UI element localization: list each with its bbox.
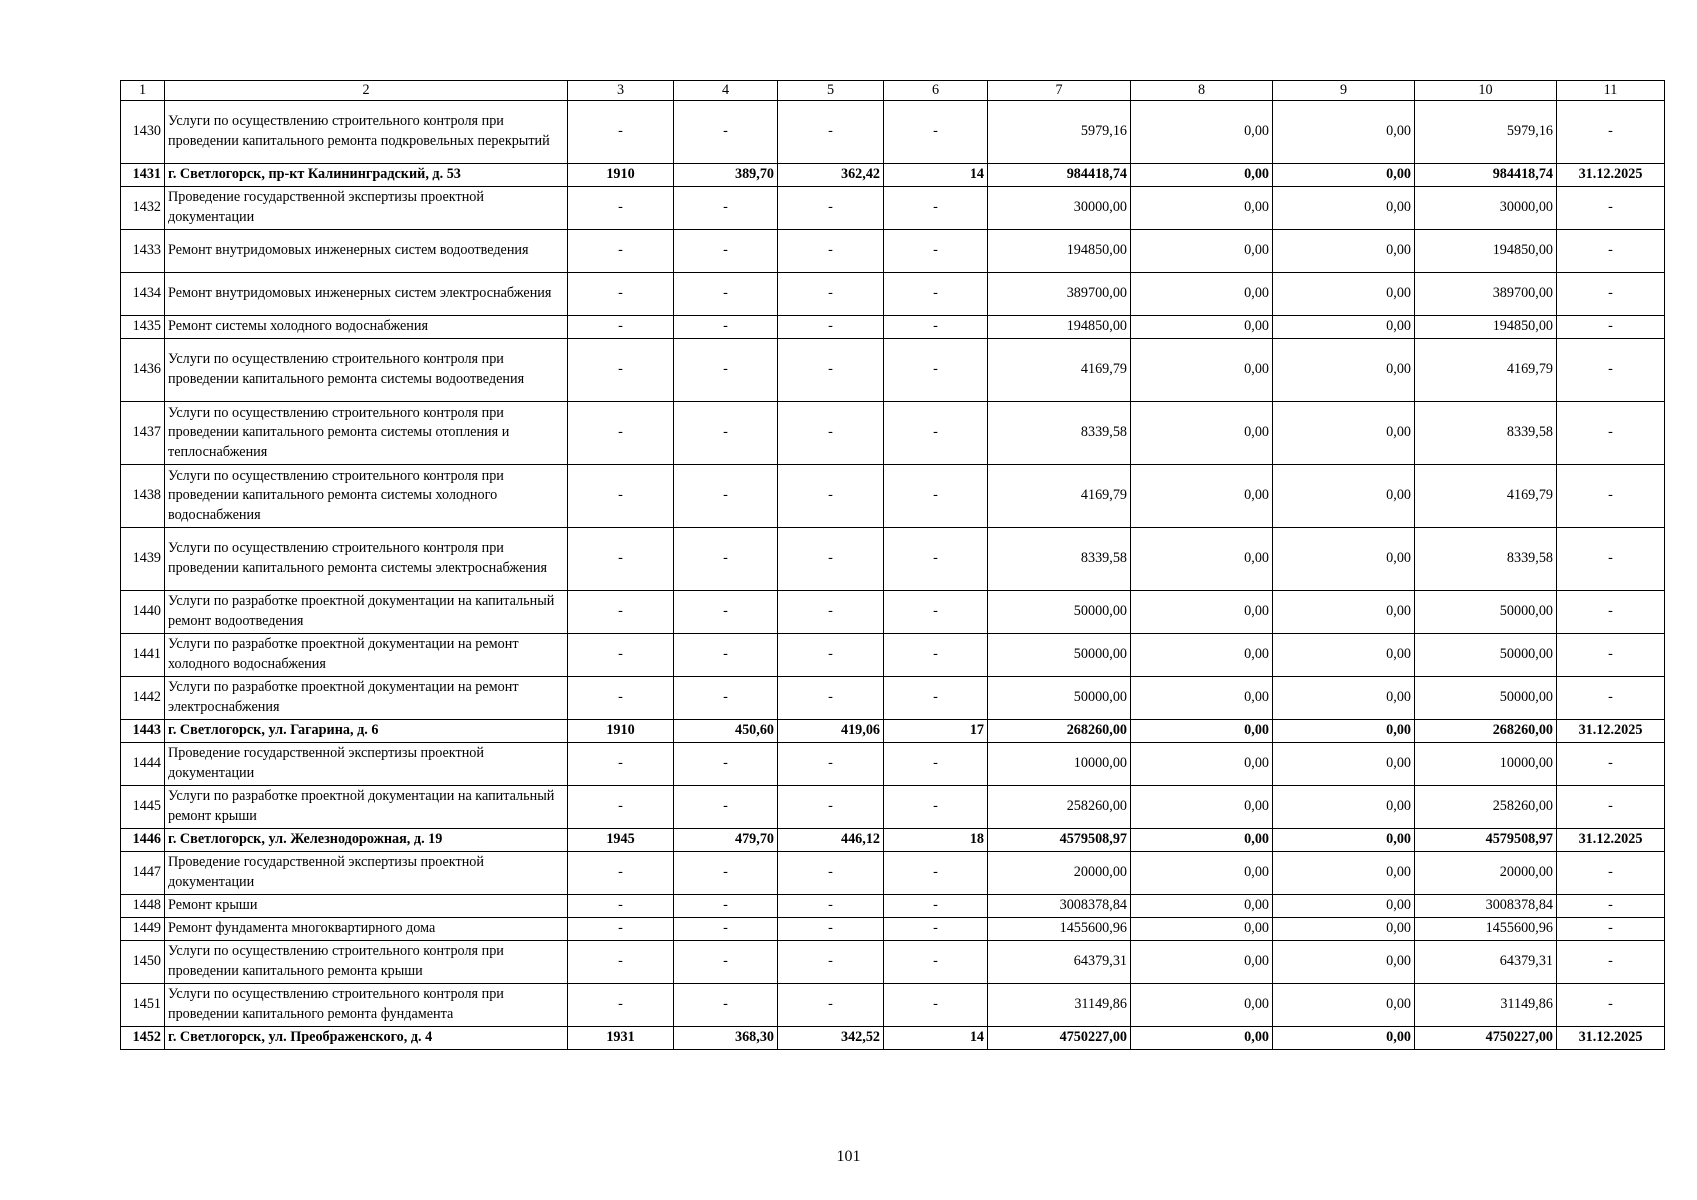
area-living-cell: - (778, 852, 884, 895)
year-cell: - (568, 677, 674, 720)
description-cell: Проведение государственной экспертизы проектной документации (165, 187, 568, 230)
deadline-cell: - (1557, 786, 1665, 829)
area-total-cell: - (674, 852, 778, 895)
budget-cost-cell: 0,00 (1273, 634, 1415, 677)
fund-cost-cell: 0,00 (1131, 1027, 1273, 1050)
fund-cost-cell: 0,00 (1131, 339, 1273, 402)
total-cost-cell: 389700,00 (988, 273, 1131, 316)
budget-cost-cell: 0,00 (1273, 339, 1415, 402)
deadline-cell: - (1557, 528, 1665, 591)
area-living-cell: - (778, 677, 884, 720)
area-total-cell: - (674, 465, 778, 528)
work-row (121, 528, 1665, 591)
area-living-cell: - (778, 786, 884, 829)
deadline-cell: - (1557, 895, 1665, 918)
header-cell: 4 (674, 81, 778, 101)
year-cell: - (568, 273, 674, 316)
year-cell: 1945 (568, 829, 674, 852)
owners-cost-cell: 194850,00 (1415, 230, 1557, 273)
fund-cost-cell: 0,00 (1131, 465, 1273, 528)
description-cell: Ремонт внутридомовых инженерных систем водоотведения (165, 230, 568, 273)
area-total-cell: - (674, 918, 778, 941)
residents-cell: 14 (884, 164, 988, 187)
total-cost-cell: 3008378,84 (988, 895, 1131, 918)
row-number-cell: 1443 (121, 720, 165, 743)
total-cost-cell: 10000,00 (988, 743, 1131, 786)
residents-cell: - (884, 528, 988, 591)
header-cell: 11 (1557, 81, 1665, 101)
description-cell: г. Светлогорск, ул. Преображенского, д. 4 (165, 1027, 568, 1050)
area-total-cell: - (674, 339, 778, 402)
header-cell: 8 (1131, 81, 1273, 101)
row-number-cell: 1451 (121, 984, 165, 1027)
deadline-cell: - (1557, 402, 1665, 465)
fund-cost-cell: 0,00 (1131, 101, 1273, 164)
year-cell: - (568, 402, 674, 465)
owners-cost-cell: 8339,58 (1415, 528, 1557, 591)
area-living-cell: - (778, 187, 884, 230)
residents-cell: - (884, 984, 988, 1027)
area-living-cell: - (778, 591, 884, 634)
area-living-cell: - (778, 273, 884, 316)
area-total-cell: 450,60 (674, 720, 778, 743)
description-cell: Проведение государственной экспертизы проектной документации (165, 852, 568, 895)
deadline-cell: - (1557, 677, 1665, 720)
residents-cell: - (884, 591, 988, 634)
header-row (121, 81, 1665, 101)
fund-cost-cell: 0,00 (1131, 634, 1273, 677)
owners-cost-cell: 258260,00 (1415, 786, 1557, 829)
year-cell: - (568, 101, 674, 164)
fund-cost-cell: 0,00 (1131, 852, 1273, 895)
budget-cost-cell: 0,00 (1273, 720, 1415, 743)
deadline-cell: 31.12.2025 (1557, 720, 1665, 743)
fund-cost-cell: 0,00 (1131, 720, 1273, 743)
total-cost-cell: 20000,00 (988, 852, 1131, 895)
area-living-cell: - (778, 230, 884, 273)
row-number-cell: 1447 (121, 852, 165, 895)
work-row (121, 786, 1665, 829)
residents-cell: 18 (884, 829, 988, 852)
deadline-cell: - (1557, 230, 1665, 273)
residents-cell: 14 (884, 1027, 988, 1050)
budget-cost-cell: 0,00 (1273, 273, 1415, 316)
description-cell: Услуги по осуществлению строительного контроля при проведении капитального ремонта фундамента (165, 984, 568, 1027)
budget-cost-cell: 0,00 (1273, 984, 1415, 1027)
row-number-cell: 1435 (121, 316, 165, 339)
work-row (121, 316, 1665, 339)
area-total-cell: - (674, 895, 778, 918)
work-row (121, 273, 1665, 316)
budget-cost-cell: 0,00 (1273, 465, 1415, 528)
residents-cell: - (884, 465, 988, 528)
work-row (121, 402, 1665, 465)
row-number-cell: 1434 (121, 273, 165, 316)
residents-cell: - (884, 273, 988, 316)
work-row (121, 743, 1665, 786)
area-total-cell: - (674, 230, 778, 273)
deadline-cell: - (1557, 941, 1665, 984)
total-cost-cell: 64379,31 (988, 941, 1131, 984)
deadline-cell: - (1557, 984, 1665, 1027)
row-number-cell: 1452 (121, 1027, 165, 1050)
budget-cost-cell: 0,00 (1273, 1027, 1415, 1050)
area-total-cell: - (674, 528, 778, 591)
description-cell: Ремонт фундамента многоквартирного дома (165, 918, 568, 941)
description-cell: г. Светлогорск, пр-кт Калининградский, д. 53 (165, 164, 568, 187)
fund-cost-cell: 0,00 (1131, 273, 1273, 316)
deadline-cell: 31.12.2025 (1557, 164, 1665, 187)
residents-cell: - (884, 230, 988, 273)
work-row (121, 918, 1665, 941)
fund-cost-cell: 0,00 (1131, 230, 1273, 273)
area-living-cell: - (778, 743, 884, 786)
description-cell: Услуги по разработке проектной документации на ремонт электроснабжения (165, 677, 568, 720)
budget-cost-cell: 0,00 (1273, 528, 1415, 591)
area-living-cell: - (778, 465, 884, 528)
fund-cost-cell: 0,00 (1131, 528, 1273, 591)
row-number-cell: 1441 (121, 634, 165, 677)
area-living-cell: - (778, 402, 884, 465)
area-total-cell: - (674, 187, 778, 230)
owners-cost-cell: 268260,00 (1415, 720, 1557, 743)
budget-cost-cell: 0,00 (1273, 918, 1415, 941)
fund-cost-cell: 0,00 (1131, 918, 1273, 941)
owners-cost-cell: 50000,00 (1415, 634, 1557, 677)
area-living-cell: - (778, 339, 884, 402)
area-living-cell: - (778, 101, 884, 164)
year-cell: - (568, 852, 674, 895)
deadline-cell: - (1557, 339, 1665, 402)
year-cell: - (568, 634, 674, 677)
header-cell: 1 (121, 81, 165, 101)
fund-cost-cell: 0,00 (1131, 164, 1273, 187)
residents-cell: - (884, 402, 988, 465)
owners-cost-cell: 4579508,97 (1415, 829, 1557, 852)
total-cost-cell: 4169,79 (988, 465, 1131, 528)
description-cell: Проведение государственной экспертизы проектной документации (165, 743, 568, 786)
year-cell: - (568, 895, 674, 918)
header-cell: 9 (1273, 81, 1415, 101)
year-cell: - (568, 339, 674, 402)
total-cost-cell: 50000,00 (988, 591, 1131, 634)
year-cell: - (568, 591, 674, 634)
residents-cell: - (884, 677, 988, 720)
fund-cost-cell: 0,00 (1131, 316, 1273, 339)
row-number-cell: 1432 (121, 187, 165, 230)
residents-cell: 17 (884, 720, 988, 743)
area-total-cell: - (674, 786, 778, 829)
budget-cost-cell: 0,00 (1273, 852, 1415, 895)
area-living-cell: 362,42 (778, 164, 884, 187)
residents-cell: - (884, 852, 988, 895)
description-cell: Услуги по разработке проектной документации на капитальный ремонт крыши (165, 786, 568, 829)
residents-cell: - (884, 941, 988, 984)
budget-cost-cell: 0,00 (1273, 187, 1415, 230)
work-row (121, 187, 1665, 230)
fund-cost-cell: 0,00 (1131, 187, 1273, 230)
year-cell: - (568, 528, 674, 591)
area-living-cell: - (778, 316, 884, 339)
total-cost-cell: 984418,74 (988, 164, 1131, 187)
year-cell: - (568, 316, 674, 339)
fund-cost-cell: 0,00 (1131, 941, 1273, 984)
deadline-cell: - (1557, 918, 1665, 941)
address-row (121, 164, 1665, 187)
row-number-cell: 1439 (121, 528, 165, 591)
residents-cell: - (884, 918, 988, 941)
total-cost-cell: 8339,58 (988, 402, 1131, 465)
area-living-cell: - (778, 918, 884, 941)
description-cell: Услуги по осуществлению строительного контроля при проведении капитального ремонта системы электроснабжения (165, 528, 568, 591)
row-number-cell: 1446 (121, 829, 165, 852)
year-cell: 1910 (568, 720, 674, 743)
description-cell: Ремонт крыши (165, 895, 568, 918)
area-living-cell: - (778, 634, 884, 677)
budget-cost-cell: 0,00 (1273, 591, 1415, 634)
deadline-cell: - (1557, 743, 1665, 786)
deadline-cell: 31.12.2025 (1557, 1027, 1665, 1050)
total-cost-cell: 31149,86 (988, 984, 1131, 1027)
owners-cost-cell: 4169,79 (1415, 465, 1557, 528)
total-cost-cell: 8339,58 (988, 528, 1131, 591)
total-cost-cell: 4579508,97 (988, 829, 1131, 852)
fund-cost-cell: 0,00 (1131, 786, 1273, 829)
deadline-cell: - (1557, 273, 1665, 316)
area-total-cell: - (674, 402, 778, 465)
work-row (121, 230, 1665, 273)
header-cell: 7 (988, 81, 1131, 101)
total-cost-cell: 194850,00 (988, 316, 1131, 339)
deadline-cell: - (1557, 101, 1665, 164)
deadline-cell: - (1557, 465, 1665, 528)
area-total-cell: 389,70 (674, 164, 778, 187)
residents-cell: - (884, 895, 988, 918)
description-cell: Услуги по осуществлению строительного контроля при проведении капитального ремонта крыши (165, 941, 568, 984)
residents-cell: - (884, 339, 988, 402)
year-cell: - (568, 465, 674, 528)
owners-cost-cell: 1455600,96 (1415, 918, 1557, 941)
residents-cell: - (884, 786, 988, 829)
deadline-cell: - (1557, 852, 1665, 895)
description-cell: Услуги по разработке проектной документации на капитальный ремонт водоотведения (165, 591, 568, 634)
row-number-cell: 1436 (121, 339, 165, 402)
deadline-cell: - (1557, 316, 1665, 339)
residents-cell: - (884, 634, 988, 677)
address-row (121, 720, 1665, 743)
row-number-cell: 1444 (121, 743, 165, 786)
header-cell: 6 (884, 81, 988, 101)
area-total-cell: - (674, 743, 778, 786)
fund-cost-cell: 0,00 (1131, 677, 1273, 720)
description-cell: г. Светлогорск, ул. Гагарина, д. 6 (165, 720, 568, 743)
area-living-cell: 446,12 (778, 829, 884, 852)
owners-cost-cell: 4750227,00 (1415, 1027, 1557, 1050)
work-row (121, 101, 1665, 164)
area-total-cell: - (674, 591, 778, 634)
area-total-cell: - (674, 677, 778, 720)
area-living-cell: - (778, 984, 884, 1027)
work-row (121, 984, 1665, 1027)
description-cell: г. Светлогорск, ул. Железнодорожная, д. 19 (165, 829, 568, 852)
owners-cost-cell: 20000,00 (1415, 852, 1557, 895)
residents-cell: - (884, 101, 988, 164)
row-number-cell: 1440 (121, 591, 165, 634)
header-cell: 2 (165, 81, 568, 101)
year-cell: - (568, 743, 674, 786)
work-row (121, 852, 1665, 895)
budget-cost-cell: 0,00 (1273, 941, 1415, 984)
residents-cell: - (884, 316, 988, 339)
owners-cost-cell: 64379,31 (1415, 941, 1557, 984)
total-cost-cell: 194850,00 (988, 230, 1131, 273)
fund-cost-cell: 0,00 (1131, 829, 1273, 852)
total-cost-cell: 50000,00 (988, 677, 1131, 720)
work-row (121, 339, 1665, 402)
budget-cost-cell: 0,00 (1273, 677, 1415, 720)
budget-cost-cell: 0,00 (1273, 101, 1415, 164)
area-living-cell: 342,52 (778, 1027, 884, 1050)
header-cell: 10 (1415, 81, 1557, 101)
budget-cost-cell: 0,00 (1273, 743, 1415, 786)
owners-cost-cell: 389700,00 (1415, 273, 1557, 316)
header-cell: 3 (568, 81, 674, 101)
fund-cost-cell: 0,00 (1131, 984, 1273, 1027)
year-cell: 1931 (568, 1027, 674, 1050)
budget-cost-cell: 0,00 (1273, 402, 1415, 465)
owners-cost-cell: 31149,86 (1415, 984, 1557, 1027)
budget-cost-cell: 0,00 (1273, 895, 1415, 918)
description-cell: Услуги по осуществлению строительного контроля при проведении капитального ремонта системы водоотведения (165, 339, 568, 402)
area-living-cell: - (778, 528, 884, 591)
area-total-cell: - (674, 101, 778, 164)
row-number-cell: 1430 (121, 101, 165, 164)
row-number-cell: 1448 (121, 895, 165, 918)
row-number-cell: 1438 (121, 465, 165, 528)
description-cell: Ремонт системы холодного водоснабжения (165, 316, 568, 339)
area-total-cell: 368,30 (674, 1027, 778, 1050)
budget-cost-cell: 0,00 (1273, 829, 1415, 852)
header-cell: 5 (778, 81, 884, 101)
work-row (121, 634, 1665, 677)
area-living-cell: 419,06 (778, 720, 884, 743)
area-living-cell: - (778, 941, 884, 984)
work-row (121, 895, 1665, 918)
owners-cost-cell: 4169,79 (1415, 339, 1557, 402)
owners-cost-cell: 8339,58 (1415, 402, 1557, 465)
total-cost-cell: 258260,00 (988, 786, 1131, 829)
budget-cost-cell: 0,00 (1273, 786, 1415, 829)
address-row (121, 829, 1665, 852)
owners-cost-cell: 3008378,84 (1415, 895, 1557, 918)
fund-cost-cell: 0,00 (1131, 895, 1273, 918)
deadline-cell: - (1557, 634, 1665, 677)
row-number-cell: 1450 (121, 941, 165, 984)
work-row (121, 465, 1665, 528)
row-number-cell: 1449 (121, 918, 165, 941)
area-total-cell: - (674, 273, 778, 316)
row-number-cell: 1431 (121, 164, 165, 187)
row-number-cell: 1445 (121, 786, 165, 829)
owners-cost-cell: 30000,00 (1415, 187, 1557, 230)
row-number-cell: 1433 (121, 230, 165, 273)
residents-cell: - (884, 743, 988, 786)
row-number-cell: 1437 (121, 402, 165, 465)
owners-cost-cell: 10000,00 (1415, 743, 1557, 786)
year-cell: - (568, 230, 674, 273)
area-total-cell: 479,70 (674, 829, 778, 852)
area-total-cell: - (674, 316, 778, 339)
total-cost-cell: 1455600,96 (988, 918, 1131, 941)
budget-cost-cell: 0,00 (1273, 230, 1415, 273)
deadline-cell: - (1557, 187, 1665, 230)
description-cell: Услуги по осуществлению строительного контроля при проведении капитального ремонта системы холодного водоснабжения (165, 465, 568, 528)
year-cell: - (568, 918, 674, 941)
year-cell: - (568, 941, 674, 984)
owners-cost-cell: 50000,00 (1415, 591, 1557, 634)
description-cell: Ремонт внутридомовых инженерных систем электроснабжения (165, 273, 568, 316)
description-cell: Услуги по разработке проектной документации на ремонт холодного водоснабжения (165, 634, 568, 677)
owners-cost-cell: 194850,00 (1415, 316, 1557, 339)
total-cost-cell: 4750227,00 (988, 1027, 1131, 1050)
work-row (121, 677, 1665, 720)
data-table (120, 80, 1665, 1050)
page-number: 101 (836, 1148, 861, 1165)
owners-cost-cell: 50000,00 (1415, 677, 1557, 720)
area-total-cell: - (674, 984, 778, 1027)
address-row (121, 1027, 1665, 1050)
residents-cell: - (884, 187, 988, 230)
work-row (121, 591, 1665, 634)
owners-cost-cell: 984418,74 (1415, 164, 1557, 187)
description-cell: Услуги по осуществлению строительного контроля при проведении капитального ремонта системы отопления и теплоснабжения (165, 402, 568, 465)
fund-cost-cell: 0,00 (1131, 743, 1273, 786)
year-cell: - (568, 187, 674, 230)
budget-cost-cell: 0,00 (1273, 316, 1415, 339)
work-row (121, 941, 1665, 984)
year-cell: 1910 (568, 164, 674, 187)
area-total-cell: - (674, 634, 778, 677)
budget-cost-cell: 0,00 (1273, 164, 1415, 187)
total-cost-cell: 5979,16 (988, 101, 1131, 164)
area-living-cell: - (778, 895, 884, 918)
owners-cost-cell: 5979,16 (1415, 101, 1557, 164)
total-cost-cell: 268260,00 (988, 720, 1131, 743)
fund-cost-cell: 0,00 (1131, 591, 1273, 634)
total-cost-cell: 30000,00 (988, 187, 1131, 230)
total-cost-cell: 4169,79 (988, 339, 1131, 402)
total-cost-cell: 50000,00 (988, 634, 1131, 677)
area-total-cell: - (674, 941, 778, 984)
year-cell: - (568, 984, 674, 1027)
row-number-cell: 1442 (121, 677, 165, 720)
year-cell: - (568, 786, 674, 829)
fund-cost-cell: 0,00 (1131, 402, 1273, 465)
deadline-cell: - (1557, 591, 1665, 634)
description-cell: Услуги по осуществлению строительного контроля при проведении капитального ремонта подкровельных перекрытий (165, 101, 568, 164)
deadline-cell: 31.12.2025 (1557, 829, 1665, 852)
